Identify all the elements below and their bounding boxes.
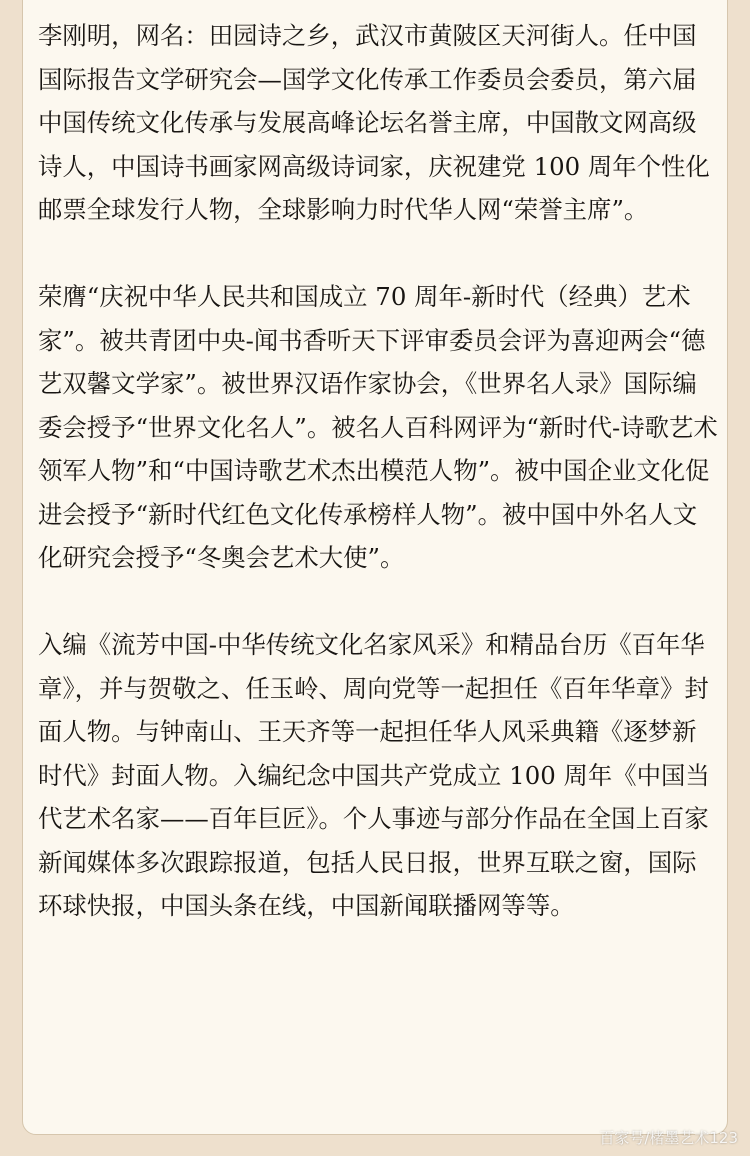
paragraph-publications: 入编《流芳中国-中华传统文化名家风采》和精品台历《百年华章》，并与贺敬之、任玉岭、周向党等一起担任《百年华章》封面人物。与钟南山、王天齐等一起担任华人风采典籍《逐梦新时代》封面人物。入编纪念中国共产党成立 100 周年《中国当代艺术名家——百年巨匠》。个人事迹与部分作品在全国上百家新闻媒体多次跟踪报道，包括人民日报，世界互联之窗，国际环球快报，中国头条在线，中国新闻联播网等等。 [38,630,710,920]
paragraph-honors: 荣膺“庆祝中华人民共和国成立 70 周年-新时代（经典）艺术家”。被共青团中央-闻书香听天下评审委员会评为喜迎两会“德艺双馨文学家”。被世界汉语作家协会，《世界名人录》国际编委会授予“世界文化名人”。被名人百科网评为“新时代-诗歌艺术领军人物”和“中国诗歌艺术杰出模范人物”。被中国企业文化促进会授予“新时代红色文化传承榜样人物”。被中国中外名人文化研究会授予“冬奥会艺术大使”。 [38,282,718,572]
article-body [38,14,718,928]
paragraph-biography: 李刚明，网名：田园诗之乡，武汉市黄陂区天河街人。任中国国际报告文学研究会—国学文化传承工作委员会委员，第六届中国传统文化传承与发展高峰论坛名誉主席，中国散文网高级诗人，中国诗书画家网高级诗词家，庆祝建党 100 周年个性化邮票全球发行人物，全球影响力时代华人网“荣誉主席”。 [38,21,710,224]
watermark: 百家号/楮墨艺术123 [599,1129,738,1147]
